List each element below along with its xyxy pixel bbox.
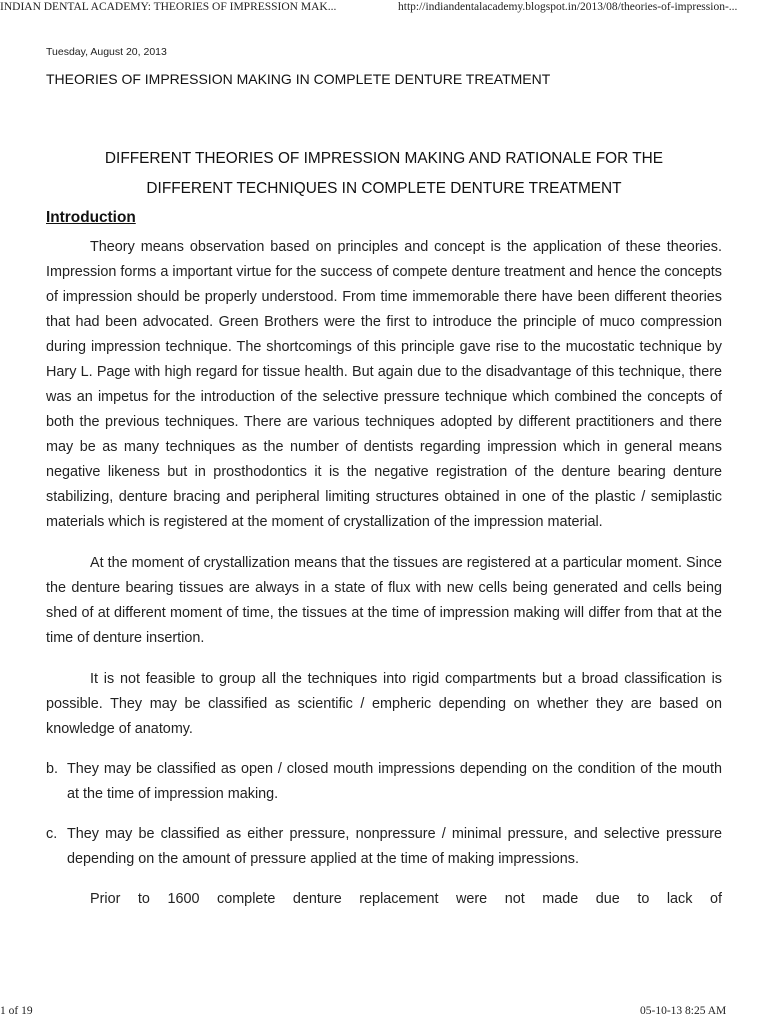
print-datetime: 05-10-13 8:25 AM	[640, 1005, 727, 1017]
closing-paragraph-fragment: Prior to 1600 complete denture replacement were not made due to lack of	[90, 891, 722, 907]
post-date: Tuesday, August 20, 2013	[46, 46, 167, 58]
print-header-title: INDIAN DENTAL ACADEMY: THEORIES OF IMPRESSION MAK...	[0, 1, 337, 13]
paragraph-2: At the moment of crystallization means that the tissues are registered at a particular moment. Since the denture bearing tissues are always in a state of flux with new cells being generated and cells being shed of at different moment of time, the tissues at the time of impression making will differ from that at the time of denture insertion.	[46, 555, 722, 646]
list-marker: b.	[46, 761, 59, 777]
article-heading-line-1: DIFFERENT THEORIES OF IMPRESSION MAKING AND RATIONALE FOR THE	[104, 150, 664, 167]
list-marker: c.	[46, 826, 58, 842]
list-item-c	[46, 822, 722, 872]
article-heading-line-2: DIFFERENT TECHNIQUES IN COMPLETE DENTURE TREATMENT	[146, 180, 622, 197]
page-number: 1 of 19	[0, 1005, 33, 1017]
list-item-text: They may be classified as open / closed mouth impressions depending on the condition of the mouth at the time of impression making.	[67, 761, 722, 802]
list-item-text: They may be classified as either pressure, nonpressure / minimal pressure, and selective pressure depending on the amount of pressure applied at the time of making impressions.	[67, 826, 722, 867]
section-title-introduction: Introduction	[46, 209, 136, 226]
paragraph-3: It is not feasible to group all the techniques into rigid compartments but a broad classification is possible. They may be classified as scientific / empheric depending on whether they are based on knowledge of anatomy.	[46, 671, 722, 737]
print-header-url[interactable]: http://indiandentalacademy.blogspot.in/2013/08/theories-of-impression-...	[398, 1, 738, 13]
paragraph-1: Theory means observation based on principles and concept is the application of these theories. Impression forms a important virtue for the success of compete denture treatment and hence the concepts of impression should be properly understood. From time immemorable there have been different theories that had been advocated. Green Brothers were the first to introduce the principle of muco compression during impression technique. The shortcomings of this principle gave rise to the mucostatic technique by Hary L. Page with high regard for tissue health. But again due to the disadvantage of this technique, there was an impetus for the introduction of the selective pressure technique which combined the concepts of both the previous techniques. There are various techniques adopted by different practitioners and there may be as many techniques as the number of dentists regarding impression which in general means negative likeness but in prosthodontics it is the negative registration of the denture bearing denture stabilizing, denture bracing and peripheral limiting structures obtained in one of the plastic / semiplastic materials which is registered at the moment of crystallization of the impression material.	[46, 239, 722, 530]
post-title[interactable]: THEORIES OF IMPRESSION MAKING IN COMPLETE DENTURE TREATMENT	[46, 71, 551, 87]
list-item-b	[46, 757, 722, 807]
article-body	[46, 144, 722, 912]
